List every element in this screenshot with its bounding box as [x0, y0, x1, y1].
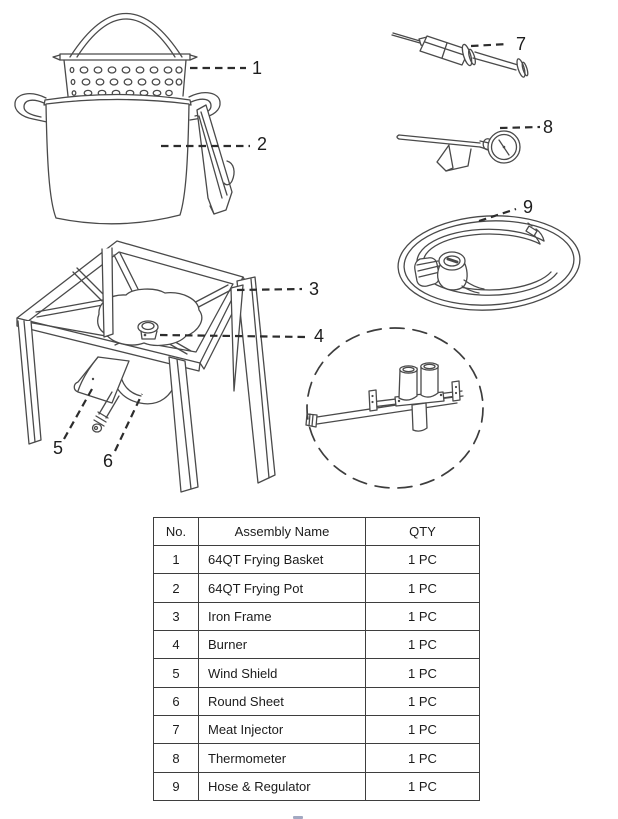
callout-1: 1 [251, 58, 263, 78]
table-row [154, 602, 480, 630]
cell-name: Meat Injector [199, 716, 366, 744]
meat-injector-figure [392, 33, 529, 78]
leader-6 [115, 394, 142, 451]
cell-qty: 1 PC [366, 602, 480, 630]
thermometer-figure [397, 131, 520, 171]
burner-detail-view [306, 328, 483, 488]
callout-4: 4 [313, 326, 325, 346]
leader-9 [479, 209, 516, 221]
callout-8: 8 [542, 117, 554, 137]
cell-name: 64QT Frying Pot [199, 574, 366, 602]
leader-8 [500, 127, 540, 128]
callout-7: 7 [515, 34, 527, 54]
cell-name: Thermometer [199, 744, 366, 772]
parts-table [153, 517, 480, 801]
cell-qty: 1 PC [366, 546, 480, 574]
cell-name: Wind Shield [199, 659, 366, 687]
cell-no: 3 [154, 602, 199, 630]
cell-no: 1 [154, 546, 199, 574]
callout-6: 6 [102, 451, 114, 471]
regulator-body [438, 252, 484, 293]
cell-no: 8 [154, 744, 199, 772]
cell-qty: 1 PC [366, 659, 480, 687]
cell-no: 7 [154, 716, 199, 744]
callout-3: 3 [308, 279, 320, 299]
leader-7 [471, 44, 508, 46]
cell-name: 64QT Frying Basket [199, 546, 366, 574]
cell-name: Hose & Regulator [199, 772, 366, 800]
cell-qty: 1 PC [366, 772, 480, 800]
cell-qty: 1 PC [366, 631, 480, 659]
callout-2: 2 [256, 134, 268, 154]
wind-shield-figure [74, 357, 129, 432]
table-row [154, 659, 480, 687]
table-row [154, 716, 480, 744]
cell-no: 5 [154, 659, 199, 687]
iron-frame-figure [17, 241, 247, 371]
table-row [154, 546, 480, 574]
table-header-row [154, 518, 480, 546]
cell-no: 6 [154, 687, 199, 715]
table-row [154, 574, 480, 602]
table-row [154, 631, 480, 659]
cell-no: 4 [154, 631, 199, 659]
cell-qty: 1 PC [366, 574, 480, 602]
hose-regulator-figure [396, 211, 583, 314]
cell-qty: 1 PC [366, 687, 480, 715]
detail-circle [307, 328, 483, 488]
col-header-name: Assembly Name [199, 518, 366, 546]
cell-qty: 1 PC [366, 716, 480, 744]
leader-5 [64, 389, 92, 439]
col-header-qty: QTY [366, 518, 480, 546]
cell-name: Round Sheet [199, 687, 366, 715]
callout-5: 5 [52, 438, 64, 458]
cell-name: Burner [199, 631, 366, 659]
table-row [154, 744, 480, 772]
cell-no: 9 [154, 772, 199, 800]
table-row [154, 687, 480, 715]
frying-pot-figure [15, 93, 234, 224]
frying-basket-figure [53, 14, 197, 97]
cell-qty: 1 PC [366, 744, 480, 772]
table-row [154, 772, 480, 800]
col-header-no: No. [154, 518, 199, 546]
regulator-knob [415, 258, 440, 287]
cell-no: 2 [154, 574, 199, 602]
burner-assembly-figure [306, 363, 463, 431]
cell-name: Iron Frame [199, 602, 366, 630]
callout-9: 9 [522, 197, 534, 217]
